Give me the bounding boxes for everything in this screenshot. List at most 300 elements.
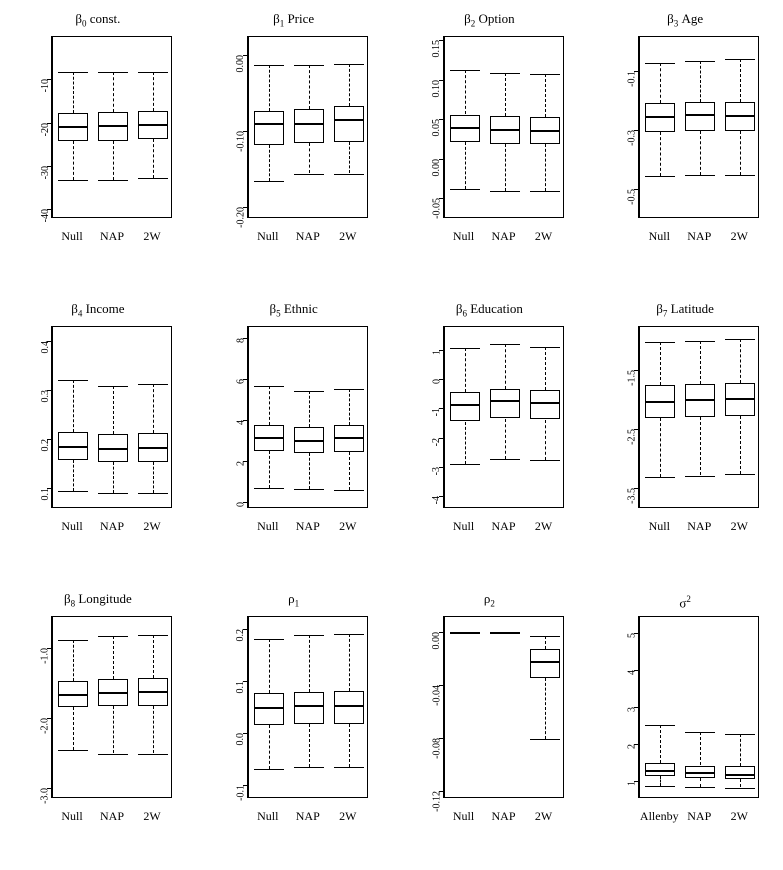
y-tick-label: -3.0	[39, 787, 51, 804]
y-tick-label: 0	[235, 501, 247, 507]
median-line	[450, 404, 480, 406]
y-tick-label: 2	[626, 744, 638, 750]
plot-area	[248, 36, 368, 218]
x-axis-label: NAP	[295, 229, 320, 243]
y-tick-label: -2.0	[39, 717, 51, 734]
x-axis-label: 2W	[339, 809, 357, 823]
median-line	[334, 437, 364, 439]
box-iqr	[334, 691, 364, 724]
median-line	[645, 770, 675, 772]
whisker-upper	[73, 640, 74, 681]
whisker-cap-upper	[530, 636, 560, 637]
x-axis-label: 2W	[534, 809, 553, 823]
whisker-lower	[309, 143, 310, 173]
y-tick-label: 1	[431, 349, 442, 355]
box-iqr	[530, 649, 560, 678]
whisker-lower	[465, 142, 466, 189]
whisker-cap-lower	[685, 476, 715, 477]
box-iqr	[294, 109, 324, 143]
whisker-cap-upper	[334, 634, 364, 635]
whisker-lower	[740, 779, 741, 788]
x-axis-label: 2W	[143, 519, 161, 533]
panel-title: $\beta_7$ Latitude	[656, 301, 714, 319]
whisker-lower	[700, 778, 701, 787]
whisker-lower	[269, 145, 270, 181]
whisker-lower	[545, 420, 546, 460]
chart-panel	[0, 290, 196, 580]
plot-area	[639, 36, 759, 218]
chart-panel	[392, 0, 588, 290]
whisker-cap-upper	[645, 342, 675, 343]
median-line	[685, 114, 715, 116]
plot-area	[444, 616, 564, 798]
whisker-cap-upper	[294, 65, 324, 66]
median-line	[334, 119, 364, 121]
median-line	[98, 125, 128, 127]
x-axis-label: Null	[452, 229, 475, 243]
whisker-cap-upper	[58, 72, 88, 73]
x-axis	[444, 512, 564, 540]
median-line	[450, 127, 480, 129]
x-axis-label: 2W	[730, 229, 748, 243]
x-axis	[639, 512, 759, 540]
plot-area	[444, 326, 564, 508]
median-line	[58, 126, 88, 128]
whisker-lower	[153, 139, 154, 178]
whisker-cap-lower	[530, 191, 560, 192]
whisker-cap-upper	[98, 386, 128, 387]
x-axis-label: 2W	[534, 229, 553, 243]
x-axis-label: 2W	[534, 519, 553, 533]
whisker-upper	[269, 386, 270, 424]
whisker-upper	[309, 635, 310, 692]
median-line	[725, 115, 755, 117]
box-iqr	[450, 392, 480, 422]
panel-title: $\rho_1$	[288, 591, 300, 609]
y-axis	[626, 616, 639, 798]
median-line	[490, 129, 520, 131]
x-axis	[248, 802, 368, 830]
panel-title: $\sigma^2$	[679, 594, 691, 611]
median-line	[685, 399, 715, 401]
whisker-cap-lower	[685, 175, 715, 176]
whisker-upper	[660, 725, 661, 763]
whisker-cap-upper	[450, 348, 480, 349]
whisker-cap-upper	[334, 64, 364, 65]
whisker-lower	[660, 776, 661, 786]
whisker-lower	[269, 451, 270, 488]
whisker-upper	[700, 341, 701, 384]
y-axis	[431, 326, 444, 508]
plot-area	[248, 326, 368, 508]
chart-panel	[196, 0, 392, 290]
panel-title: $\beta_8$ Longitude	[63, 591, 132, 609]
whisker-lower	[153, 462, 154, 493]
x-axis-label: NAP	[99, 229, 125, 243]
whisker-upper	[465, 70, 466, 114]
x-axis	[444, 222, 564, 250]
y-tick-label: -0.12	[431, 791, 442, 813]
y-tick-label: 0	[431, 378, 442, 384]
plot-area	[52, 326, 172, 508]
median-line	[530, 661, 560, 663]
x-axis-label: Null	[452, 809, 475, 823]
y-axis	[39, 326, 52, 508]
whisker-upper	[545, 347, 546, 390]
x-axis	[444, 802, 564, 830]
x-axis-label: Null	[257, 809, 279, 823]
x-axis-label: NAP	[491, 809, 516, 823]
x-axis-label: 2W	[339, 229, 357, 243]
box-iqr	[334, 106, 364, 142]
y-tick-label: -30	[39, 166, 51, 180]
y-tick-label: -0.04	[431, 685, 442, 706]
whisker-cap-lower	[138, 493, 168, 494]
panel-title: $\beta_0$ const.	[75, 11, 121, 29]
y-axis	[235, 36, 248, 228]
whisker-cap-upper	[685, 732, 715, 733]
plot-area	[248, 616, 368, 798]
x-axis	[52, 802, 172, 830]
whisker-lower	[73, 460, 74, 491]
y-tick-label: 1	[626, 781, 638, 787]
median-line	[490, 400, 520, 402]
median-line	[725, 774, 755, 776]
box-iqr	[294, 692, 324, 724]
x-axis	[639, 222, 759, 250]
whisker-lower	[740, 416, 741, 475]
x-axis-label: NAP	[99, 809, 125, 823]
x-axis-label: NAP	[491, 229, 516, 243]
whisker-lower	[349, 142, 350, 174]
whisker-cap-upper	[254, 65, 284, 66]
y-tick-label: 4	[626, 669, 638, 675]
median-line	[138, 691, 168, 693]
whisker-upper	[349, 634, 350, 691]
whisker-cap-upper	[685, 61, 715, 62]
box-iqr	[725, 766, 755, 778]
median-line	[685, 772, 715, 774]
x-axis-label: 2W	[730, 519, 748, 533]
panel-title: $\beta_6$ Education	[455, 301, 523, 319]
whisker-lower	[113, 706, 114, 754]
whisker-upper	[269, 639, 270, 693]
whisker-cap-upper	[685, 341, 715, 342]
y-axis	[626, 36, 639, 218]
chart-panel	[587, 290, 783, 580]
y-tick-label: -0.20	[235, 206, 247, 228]
whisker-upper	[309, 65, 310, 109]
whisker-cap-lower	[334, 767, 364, 768]
panel-title: $\beta_5$ Ethnic	[269, 301, 318, 319]
y-tick-label: -2.5	[626, 428, 638, 445]
x-axis	[52, 222, 172, 250]
y-tick-label: -20	[39, 122, 51, 137]
whisker-cap-lower	[530, 460, 560, 461]
whisker-cap-lower	[490, 459, 520, 460]
y-tick-label: 8	[235, 338, 247, 344]
y-tick-label: -4	[431, 496, 442, 505]
whisker-cap-lower	[725, 474, 755, 475]
whisker-upper	[660, 342, 661, 385]
whisker-cap-upper	[58, 380, 88, 381]
x-axis-label: NAP	[295, 519, 320, 533]
whisker-lower	[349, 452, 350, 490]
median-line	[294, 440, 324, 442]
whisker-cap-upper	[98, 636, 128, 637]
median-line	[58, 446, 88, 448]
whisker-cap-lower	[450, 189, 480, 190]
y-tick-label: 2	[235, 461, 247, 466]
whisker-upper	[660, 63, 661, 103]
whisker-cap-lower	[294, 174, 324, 175]
whisker-cap-lower	[138, 178, 168, 179]
whisker-lower	[545, 678, 546, 739]
median-line	[530, 130, 560, 132]
whisker-upper	[349, 64, 350, 107]
whisker-lower	[660, 132, 661, 176]
whisker-lower	[73, 141, 74, 180]
x-axis	[248, 222, 368, 250]
whisker-cap-lower	[334, 490, 364, 491]
whisker-cap-lower	[138, 754, 168, 755]
x-axis-label: NAP	[295, 809, 320, 823]
median-line	[294, 705, 324, 707]
whisker-upper	[73, 72, 74, 113]
y-tick-label: 5	[626, 632, 638, 638]
whisker-lower	[269, 725, 270, 770]
whisker-cap-upper	[138, 635, 168, 636]
x-axis-label: 2W	[730, 809, 748, 823]
whisker-upper	[309, 391, 310, 426]
whisker-cap-upper	[530, 74, 560, 75]
plot-area	[52, 616, 172, 798]
whisker-cap-lower	[645, 176, 675, 177]
y-tick-label: 0.3	[39, 389, 51, 403]
y-tick-label: 0.15	[431, 40, 442, 58]
y-tick-label: 0.00	[235, 55, 247, 73]
x-axis-label: NAP	[491, 519, 516, 533]
median-line	[254, 707, 284, 709]
y-tick-label: -1	[431, 408, 442, 417]
x-axis-label: NAP	[687, 519, 712, 533]
y-tick-label: 6	[235, 379, 247, 385]
whisker-cap-lower	[58, 491, 88, 492]
x-axis-label: Null	[648, 229, 670, 243]
whisker-upper	[740, 339, 741, 383]
whisker-lower	[309, 724, 310, 767]
y-axis	[626, 326, 639, 508]
panel-title: $\beta_2$ Option	[464, 11, 515, 29]
x-axis-label: NAP	[99, 519, 125, 533]
whisker-cap-lower	[530, 739, 560, 740]
median-line	[294, 123, 324, 125]
y-tick-label: 0.4	[39, 340, 51, 354]
chart-panel	[0, 580, 196, 870]
y-axis	[431, 36, 444, 220]
whisker-upper	[113, 636, 114, 679]
box-iqr	[490, 389, 520, 419]
y-tick-label: 0.00	[431, 158, 442, 177]
median-line	[254, 437, 284, 439]
box-iqr	[254, 693, 284, 725]
whisker-lower	[545, 144, 546, 192]
y-axis	[431, 616, 444, 813]
chart-panel	[392, 580, 588, 870]
whisker-lower	[700, 417, 701, 476]
whisker-cap-upper	[450, 70, 480, 71]
whisker-cap-lower	[254, 769, 284, 770]
x-axis	[248, 512, 368, 540]
plot-area	[52, 36, 172, 218]
chart-panel	[392, 290, 588, 580]
y-tick-label: 0.10	[431, 79, 442, 97]
whisker-cap-lower	[725, 788, 755, 789]
y-tick-label: -2	[431, 437, 442, 446]
median-line	[645, 116, 675, 118]
whisker-upper	[349, 389, 350, 425]
whisker-upper	[505, 344, 506, 389]
x-axis-label: NAP	[687, 229, 712, 243]
whisker-upper	[505, 73, 506, 117]
y-tick-label: 0.1	[39, 488, 51, 501]
x-axis-label: Allenby	[639, 809, 679, 823]
y-tick-label: 0.1	[235, 681, 247, 694]
whisker-upper	[740, 734, 741, 766]
x-axis-label: NAP	[687, 809, 712, 823]
y-tick-label: -0.1	[626, 71, 638, 88]
y-axis	[39, 616, 52, 804]
whisker-upper	[740, 59, 741, 102]
y-tick-label: -40	[39, 209, 51, 223]
whisker-lower	[113, 141, 114, 180]
whisker-upper	[153, 635, 154, 678]
y-tick-label: 0.0	[235, 733, 247, 746]
plot-area	[639, 326, 759, 508]
x-axis-label: Null	[257, 229, 279, 243]
median-line	[334, 705, 364, 707]
y-tick-label: 0.2	[235, 629, 247, 642]
whisker-cap-lower	[294, 489, 324, 490]
whisker-upper	[700, 61, 701, 102]
whisker-cap-upper	[138, 384, 168, 385]
whisker-cap-lower	[294, 767, 324, 768]
whisker-cap-upper	[58, 640, 88, 641]
whisker-upper	[153, 384, 154, 433]
y-tick-label: 0.00	[431, 631, 442, 650]
y-tick-label: -0.10	[235, 130, 247, 152]
x-axis-label: Null	[61, 229, 83, 243]
y-tick-label: 0.05	[431, 119, 442, 137]
whisker-cap-lower	[58, 180, 88, 181]
median-line	[58, 694, 88, 696]
y-tick-label: -0.3	[626, 129, 638, 146]
x-axis-label: Null	[648, 519, 670, 533]
y-tick-label: -3.5	[626, 487, 638, 504]
whisker-lower	[309, 453, 310, 489]
median-line	[254, 123, 284, 125]
plot-area	[639, 616, 759, 798]
y-tick-label: -1.5	[626, 370, 638, 386]
whisker-lower	[505, 419, 506, 460]
whisker-lower	[113, 462, 114, 493]
box-iqr	[254, 111, 284, 146]
whisker-cap-lower	[254, 181, 284, 182]
box-iqr	[530, 390, 560, 419]
whisker-upper	[269, 65, 270, 111]
whisker-upper	[465, 348, 466, 392]
median-line	[645, 401, 675, 403]
whisker-cap-lower	[645, 786, 675, 787]
whisker-lower	[660, 418, 661, 477]
whisker-upper	[113, 386, 114, 434]
median-line	[530, 402, 560, 404]
y-tick-label: -3	[431, 466, 442, 476]
median-line	[450, 632, 480, 634]
x-axis-label: Null	[61, 809, 83, 823]
whisker-cap-lower	[725, 175, 755, 176]
x-axis-label: 2W	[339, 519, 357, 533]
whisker-cap-lower	[58, 750, 88, 751]
whisker-cap-upper	[725, 339, 755, 340]
y-tick-label: 4	[235, 420, 247, 426]
median-line	[98, 448, 128, 450]
whisker-cap-lower	[334, 174, 364, 175]
whisker-cap-lower	[98, 493, 128, 494]
whisker-cap-lower	[254, 488, 284, 489]
x-axis	[52, 512, 172, 540]
whisker-cap-upper	[530, 347, 560, 348]
y-tick-label: -0.05	[431, 198, 442, 220]
y-tick-label: -0.08	[431, 738, 442, 760]
x-axis-label: 2W	[143, 229, 161, 243]
panel-title: $\beta_3$ Age	[667, 11, 704, 29]
x-axis-label: Null	[257, 519, 279, 533]
whisker-cap-lower	[645, 477, 675, 478]
y-tick-label: 3	[626, 707, 638, 712]
panel-title: $\rho_2$	[483, 591, 495, 609]
chart-panel	[587, 0, 783, 290]
whisker-lower	[465, 422, 466, 464]
panel-title: $\beta_1$ Price	[273, 11, 315, 29]
whisker-lower	[349, 724, 350, 767]
y-tick-label: -10	[39, 79, 51, 93]
y-tick-label: -1.0	[39, 647, 51, 664]
median-line	[490, 632, 520, 634]
whisker-lower	[73, 707, 74, 750]
panel-title: $\beta_4$ Income	[71, 301, 125, 319]
x-axis-label: 2W	[143, 809, 161, 823]
x-axis-label: Null	[452, 519, 475, 533]
whisker-cap-upper	[254, 639, 284, 640]
whisker-upper	[545, 636, 546, 649]
whisker-cap-upper	[254, 386, 284, 387]
y-axis	[235, 616, 248, 801]
whisker-cap-upper	[725, 734, 755, 735]
chart-panel	[196, 290, 392, 580]
median-line	[138, 124, 168, 126]
whisker-cap-lower	[98, 754, 128, 755]
whisker-cap-lower	[490, 191, 520, 192]
whisker-cap-upper	[490, 344, 520, 345]
whisker-upper	[545, 74, 546, 117]
x-axis-label: Null	[61, 519, 83, 533]
whisker-lower	[153, 706, 154, 754]
whisker-cap-upper	[98, 72, 128, 73]
whisker-lower	[700, 131, 701, 175]
whisker-cap-upper	[138, 72, 168, 73]
x-axis	[639, 802, 759, 830]
